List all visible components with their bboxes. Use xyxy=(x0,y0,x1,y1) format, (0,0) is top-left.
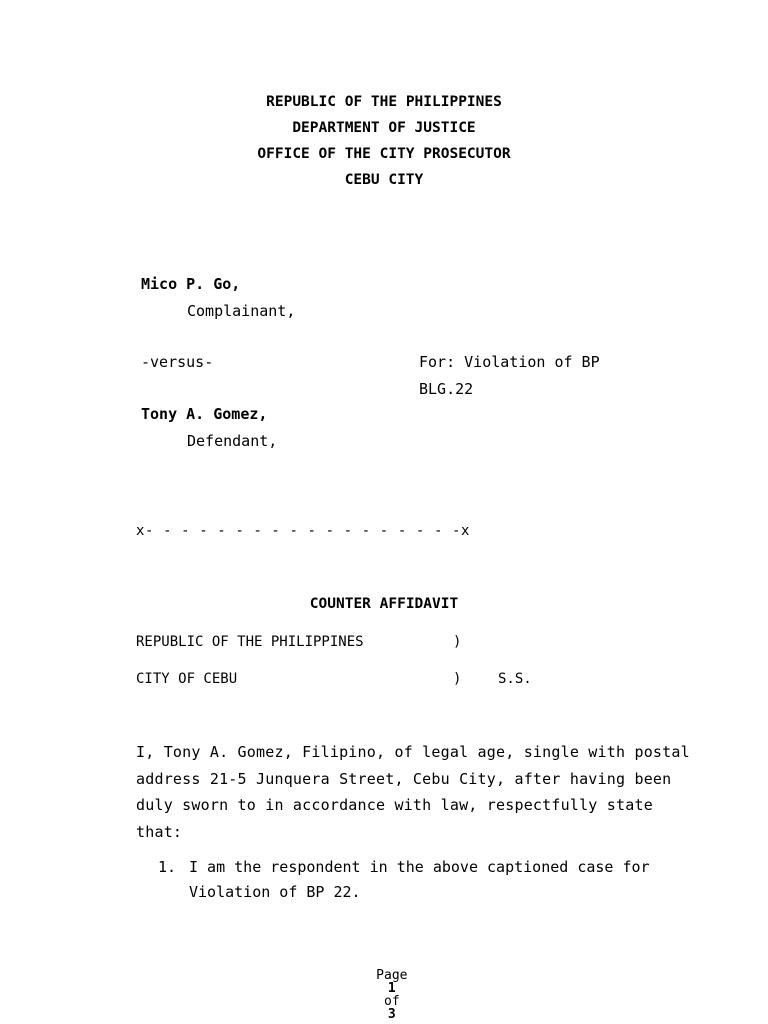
footer-total-pages: 3 xyxy=(387,1007,396,1022)
header-office: OFFICE OF THE CITY PROSECUTOR xyxy=(257,146,511,162)
defendant-name: Tony A. Gomez, xyxy=(141,405,268,423)
intro-paragraph: I, Tony A. Gomez, Filipino, of legal age, single with postal address 21-5 Junquera Street, Cebu City, after having been duly sworn to in accordance with law, respectfully state that: xyxy=(136,743,690,841)
list-item-text: I am the respondent in the above captioned case for Violation of BP 22. xyxy=(189,858,650,901)
footer-page-word: Page xyxy=(376,968,408,983)
list-item-number: 1. xyxy=(158,858,177,876)
complainant-role: Complainant, xyxy=(187,302,296,320)
charge-line-1: For: Violation of BP xyxy=(419,353,600,371)
venue-city: CITY OF CEBU xyxy=(136,671,238,687)
venue-paren-2: ) xyxy=(453,671,462,687)
footer-current-page: 1 xyxy=(387,981,396,996)
complainant-name: Mico P. Go, xyxy=(141,275,241,293)
caption-separator: x- - - - - - - - - - - - - - - - - -x xyxy=(136,523,471,539)
list-item xyxy=(158,855,658,905)
page-footer xyxy=(0,956,768,1021)
versus-label: -versus- xyxy=(141,353,214,371)
defendant-role: Defendant, xyxy=(187,432,278,450)
venue-paren-1: ) xyxy=(453,634,462,650)
venue-ss: S.S. xyxy=(498,671,532,687)
header-city: CEBU CITY xyxy=(344,172,424,188)
charge-line-2: BLG.22 xyxy=(419,380,474,398)
header-republic: REPUBLIC OF THE PHILIPPINES xyxy=(266,94,502,110)
venue-country: REPUBLIC OF THE PHILIPPINES xyxy=(136,634,364,650)
document-title: COUNTER AFFIDAVIT xyxy=(309,596,459,612)
footer-of-word: of xyxy=(384,994,400,1009)
header-department: DEPARTMENT OF JUSTICE xyxy=(292,120,476,136)
